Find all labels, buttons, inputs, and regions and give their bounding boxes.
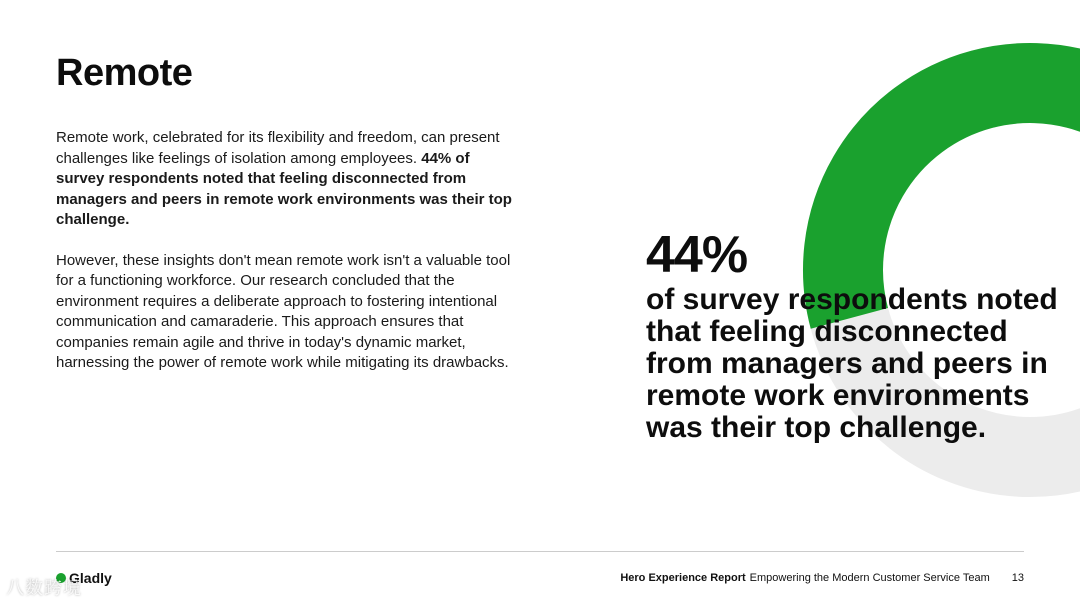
stat-caption: of survey respondents noted that feeling disconnected from managers and peers in remote work environments was their top challenge. <box>646 283 1058 444</box>
page-title: Remote <box>56 52 193 94</box>
paragraph-1-intro: Remote work, celebrated for its flexibility and freedom, can present challenges like feelings of isolation among employees. <box>56 129 500 167</box>
paragraph-1 <box>56 128 516 231</box>
paragraph-2: However, these insights don't mean remote work isn't a valuable tool for a functioning workforce. Our research concluded that the environment requires a deliberate approach to fostering intentional communication and camaraderie. This approach ensures that companies remain agile and thrive in today's dynamic market, harnessing the power of remote work while mitigating its drawbacks. <box>56 251 511 371</box>
footer-divider <box>56 551 1024 552</box>
watermark: 八数跨境 <box>6 578 82 598</box>
gladly-logo-text: Gladly <box>69 570 112 586</box>
paragraph-1-highlight: 44% of survey respondents noted that feeling disconnected from managers and peers in remote work environments was their top challenge. <box>56 149 512 228</box>
footer <box>620 572 1024 584</box>
report-subtitle: Empowering the Modern Customer Service Team <box>749 572 990 584</box>
page-number: 13 <box>1011 572 1024 584</box>
stat-callout <box>646 226 1066 444</box>
report-title: Hero Experience Report <box>620 572 746 584</box>
body-text <box>56 128 516 394</box>
stat-value: 44% <box>646 226 748 284</box>
